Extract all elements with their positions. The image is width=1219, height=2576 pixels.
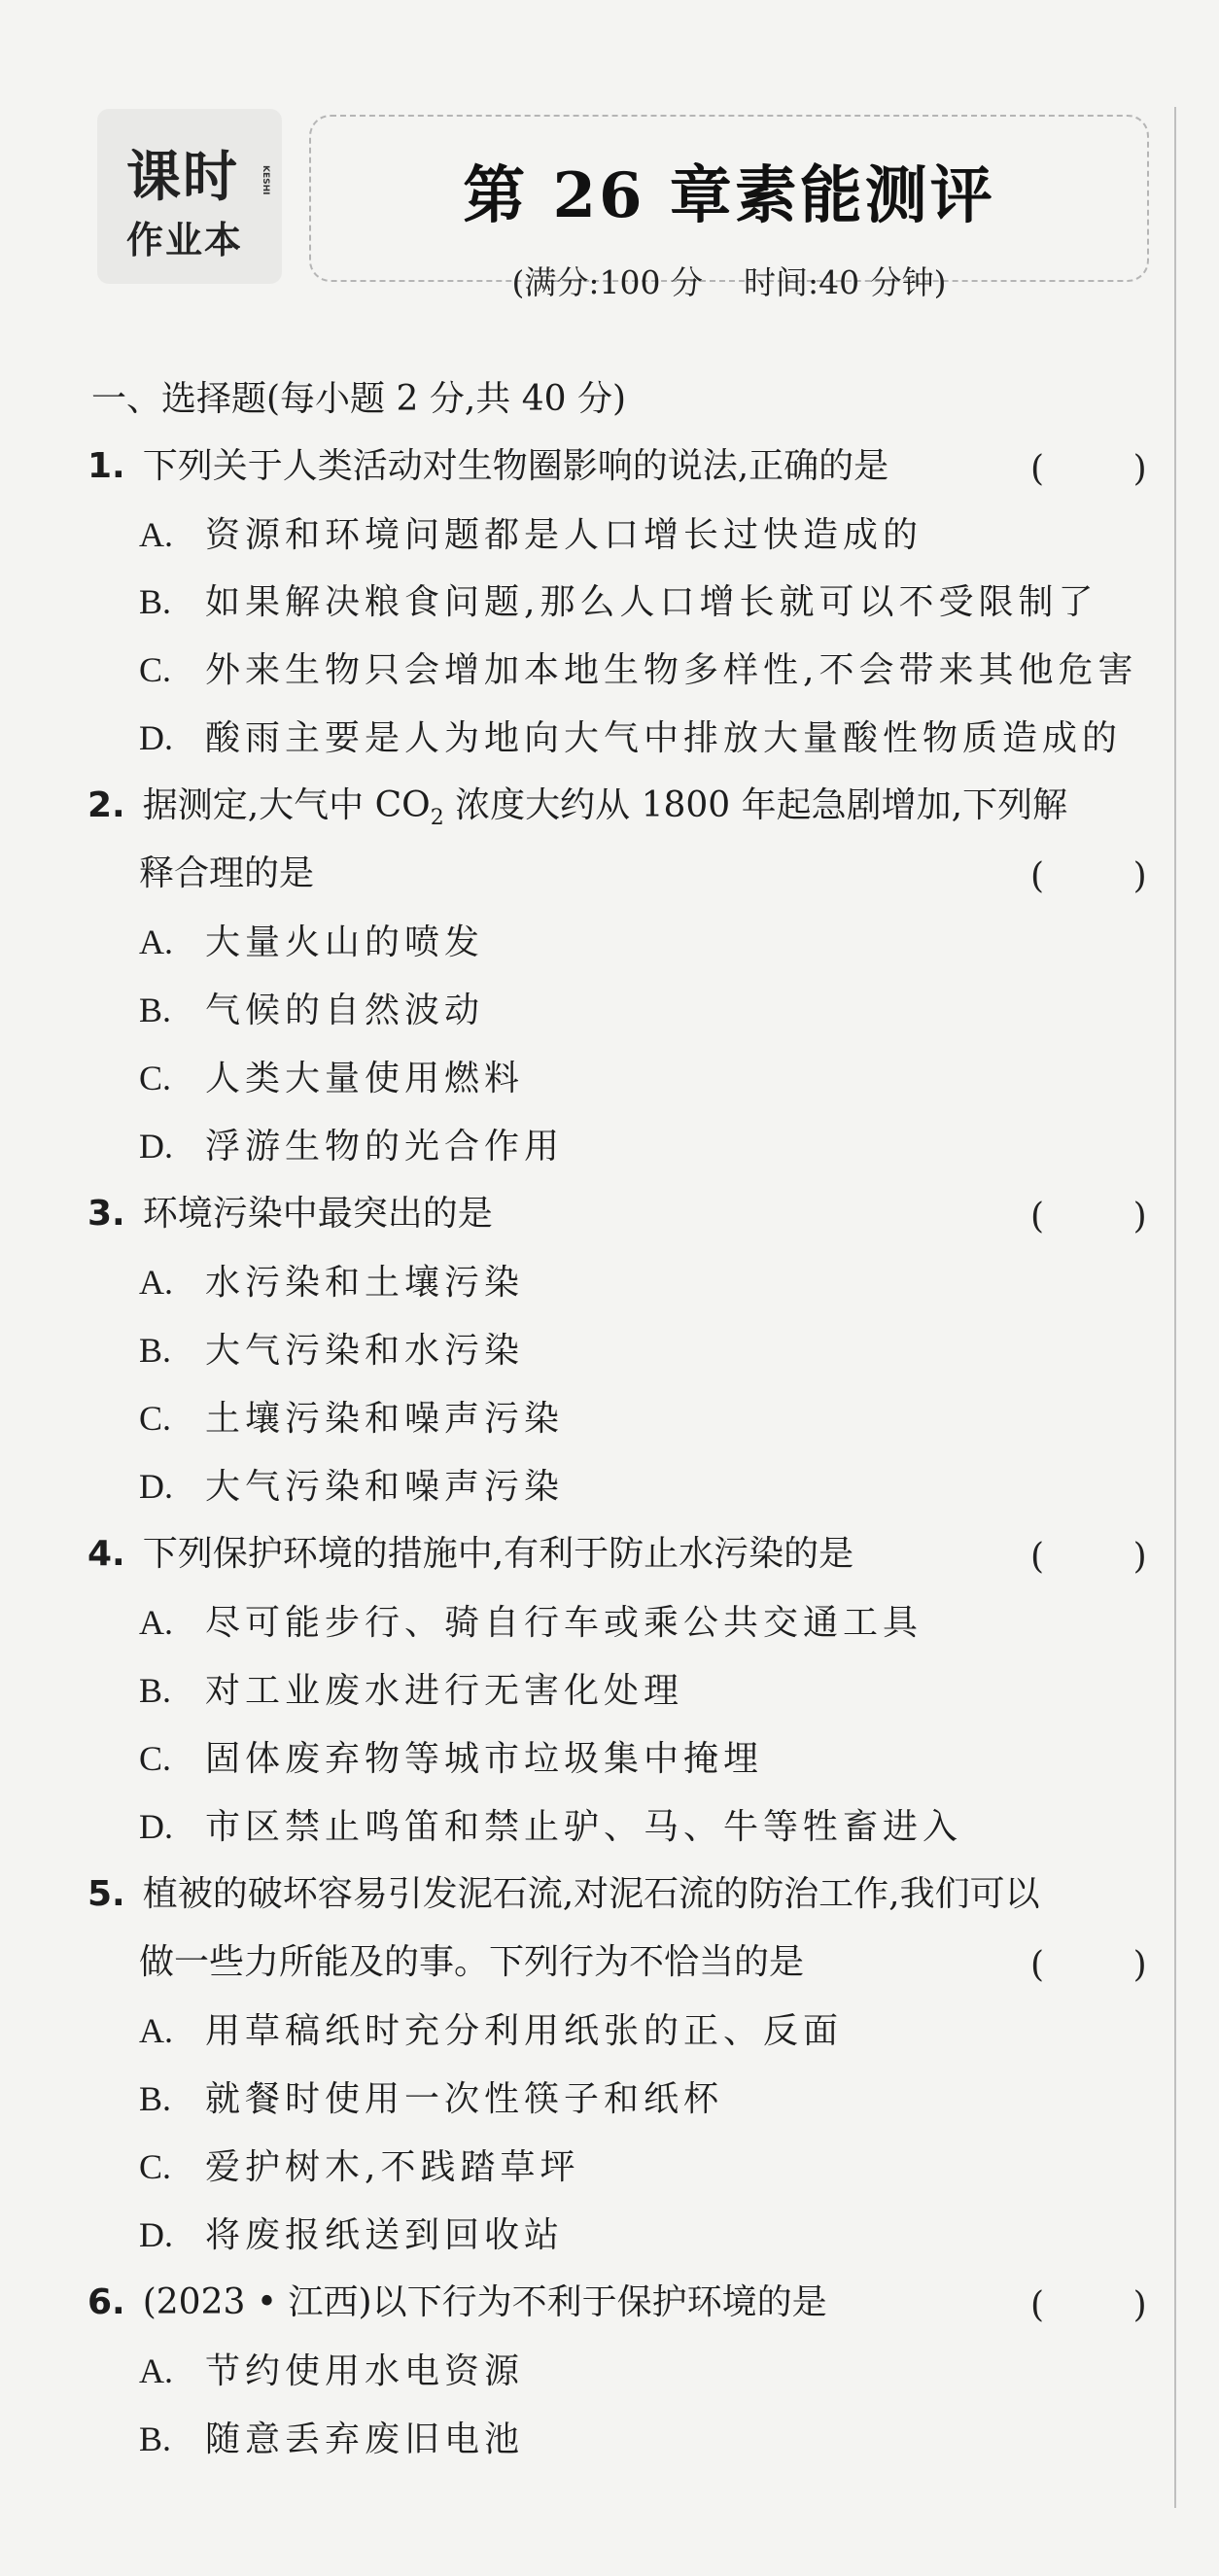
option-a[interactable] (139, 2013, 843, 2049)
option-letter: B. (139, 1331, 172, 1370)
option-letter: A. (139, 515, 173, 554)
option-d[interactable] (139, 720, 1122, 756)
option-text: 尽可能步行、骑自行车或乘公共交通工具 (205, 1603, 923, 1643)
margin-rule (1174, 107, 1176, 2508)
question-number: 2. (87, 785, 125, 825)
answer-blank[interactable]: ( ) (1030, 1945, 1147, 1985)
option-a[interactable] (139, 2353, 524, 2389)
option-c[interactable] (139, 1061, 524, 1097)
option-text: 大气污染和噪声污染 (205, 1467, 565, 1507)
option-text: 爱护树木,不践踏草坪 (205, 2147, 580, 2187)
option-letter: A. (139, 1263, 173, 1302)
question-number: 6. (87, 2282, 125, 2322)
option-text: 资源和环境问题都是人口增长过快造成的 (205, 515, 923, 555)
option-text: 将废报纸送到回收站 (205, 2215, 565, 2255)
answer-blank[interactable]: ( ) (1030, 449, 1147, 489)
option-letter: B. (139, 2079, 172, 2118)
option-d[interactable] (139, 1469, 564, 1505)
option-c[interactable] (139, 1741, 763, 1777)
option-letter: A. (139, 1603, 173, 1642)
option-b[interactable] (139, 2421, 524, 2457)
logo-top-text: 课时 (126, 146, 239, 209)
question-2-stem-cont: 释合理的是 (139, 853, 315, 893)
option-text: 水污染和土壤污染 (205, 1263, 525, 1303)
question-3-stem (87, 1194, 493, 1234)
question-text: 据测定,大气中 CO (142, 785, 431, 825)
option-letter: B. (139, 991, 172, 1029)
option-d[interactable] (139, 2217, 564, 2253)
answer-blank[interactable]: ( ) (1030, 1537, 1147, 1577)
option-text: 大量火山的喷发 (205, 922, 485, 962)
option-text: 酸雨主要是人为地向大气中排放大量酸性物质造成的 (205, 718, 1123, 758)
option-text: 固体废弃物等城市垃圾集中掩埋 (205, 1739, 764, 1779)
option-a[interactable] (139, 1265, 524, 1301)
option-letter: D. (139, 1467, 173, 1506)
question-text: 下列保护环境的措施中,有利于防止水污染的是 (142, 1534, 854, 1574)
option-b[interactable] (139, 1673, 683, 1709)
option-d[interactable] (139, 1809, 962, 1845)
option-letter: C. (139, 2147, 172, 2186)
option-b[interactable] (139, 992, 484, 1028)
question-4-stem (87, 1534, 854, 1574)
option-letter: C. (139, 1059, 172, 1097)
question-6-stem (87, 2282, 827, 2322)
option-letter: D. (139, 1127, 173, 1166)
option-text: 用草稿纸时充分利用纸张的正、反面 (205, 2011, 844, 2051)
question-number: 3. (87, 1194, 125, 1234)
question-number: 5. (87, 1874, 125, 1914)
option-text: 对工业废水进行无害化处理 (205, 1671, 684, 1711)
logo-pinyin: KESHI (261, 165, 270, 195)
question-number: 1. (87, 446, 125, 486)
page-subtitle: (满分:100 分 时间:40 分钟) (511, 263, 947, 301)
option-a[interactable] (139, 1605, 923, 1641)
option-b[interactable] (139, 1333, 524, 1369)
option-text: 人类大量使用燃料 (205, 1059, 525, 1098)
question-5-stem (87, 1874, 1040, 1914)
answer-blank[interactable]: ( ) (1030, 1197, 1147, 1236)
question-text: 植被的破坏容易引发泥石流,对泥石流的防治工作,我们可以 (142, 1874, 1040, 1914)
option-text: 土壤污染和噪声污染 (205, 1399, 565, 1439)
option-text: 随意丢弃废旧电池 (205, 2419, 525, 2459)
option-letter: D. (139, 2215, 173, 2254)
option-a[interactable] (139, 517, 923, 553)
option-text: 浮游生物的光合作用 (205, 1127, 565, 1166)
brand-logo (97, 109, 282, 284)
option-letter: A. (139, 922, 173, 961)
option-letter: A. (139, 2011, 173, 2050)
option-c[interactable] (139, 2149, 579, 2185)
logo-bottom-text: 作业本 (126, 219, 244, 261)
option-b[interactable] (139, 584, 1097, 620)
answer-blank[interactable]: ( ) (1030, 856, 1147, 896)
question-text: (2023 • 江西)以下行为不利于保护环境的是 (142, 2282, 827, 2322)
option-letter: B. (139, 1671, 172, 1710)
option-text: 市区禁止鸣笛和禁止驴、马、牛等牲畜进入 (205, 1807, 963, 1847)
subscript: 2 (430, 806, 444, 831)
option-letter: C. (139, 1739, 172, 1778)
option-letter: D. (139, 718, 173, 757)
option-letter: B. (139, 2419, 172, 2458)
question-text: 浓度大约从 1800 年起急剧增加,下列解 (443, 785, 1068, 825)
question-text: 环境污染中最突出的是 (142, 1194, 493, 1234)
question-number: 4. (87, 1534, 125, 1574)
option-letter: D. (139, 1807, 173, 1846)
option-letter: A. (139, 2351, 173, 2390)
question-2-stem (87, 785, 1068, 831)
question-5-stem-cont: 做一些力所能及的事。下列行为不恰当的是 (139, 1942, 805, 1982)
option-text: 节约使用水电资源 (205, 2351, 525, 2391)
option-text: 外来生物只会增加本地生物多样性,不会带来其他危害 (205, 650, 1138, 690)
answer-blank[interactable]: ( ) (1030, 2285, 1147, 2325)
option-c[interactable] (139, 652, 1137, 688)
option-d[interactable] (139, 1129, 564, 1165)
option-letter: C. (139, 1399, 172, 1438)
option-a[interactable] (139, 924, 484, 960)
option-b[interactable] (139, 2081, 723, 2117)
question-text: 下列关于人类活动对生物圈影响的说法,正确的是 (142, 446, 889, 486)
option-letter: C. (139, 650, 172, 689)
section-heading: 一、选择题(每小题 2 分,共 40 分) (91, 379, 627, 419)
option-c[interactable] (139, 1401, 564, 1437)
question-1-stem (87, 446, 889, 486)
option-text: 就餐时使用一次性筷子和纸杯 (205, 2079, 724, 2119)
page-title: 第 26 章素能测评 (463, 159, 995, 232)
option-text: 大气污染和水污染 (205, 1331, 525, 1371)
option-text: 如果解决粮食问题,那么人口增长就可以不受限制了 (205, 582, 1098, 622)
option-text: 气候的自然波动 (205, 991, 485, 1030)
option-letter: B. (139, 582, 172, 621)
